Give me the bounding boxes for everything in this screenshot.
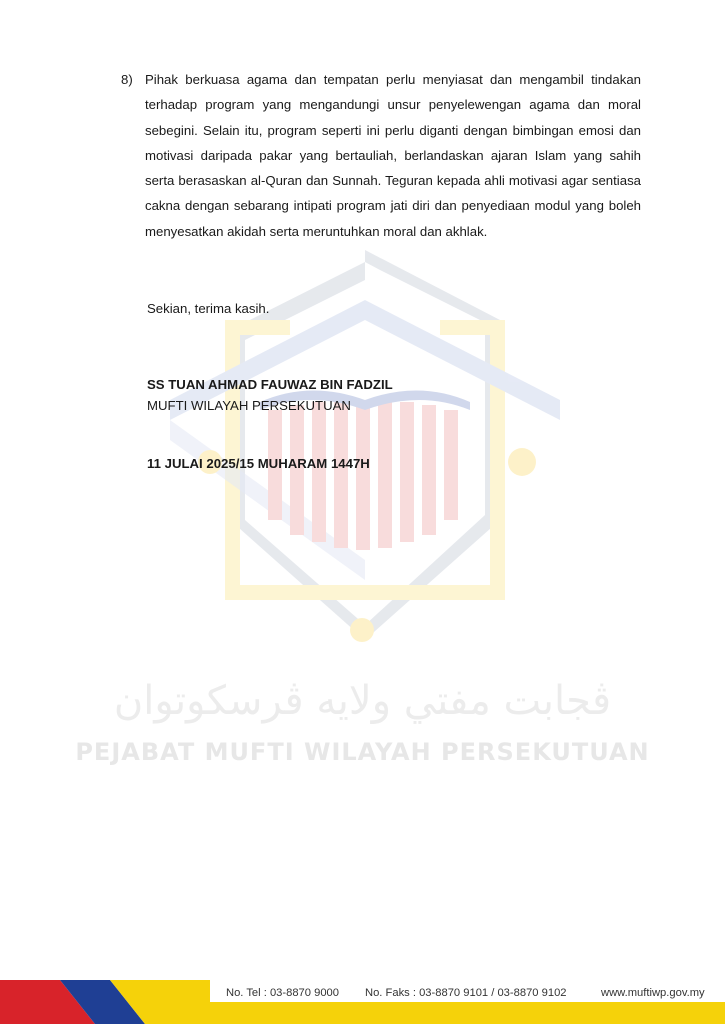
list-item (121, 67, 641, 244)
watermark-arabic: ڤجابت مفتي ولايه ڤرسكوتوان (113, 678, 612, 724)
letter-date: 11 JULAI 2025/15 MUHARAM 1447H (147, 456, 370, 471)
item-number: 8) (121, 72, 133, 87)
signatory-title: MUFTI WILAYAH PERSEKUTUAN (147, 398, 351, 413)
watermark-stripes (268, 400, 458, 550)
footer-website[interactable]: www.muftiwp.gov.my (601, 987, 705, 999)
watermark-label: PEJABAT MUFTI WILAYAH PERSEKUTUAN (75, 738, 650, 766)
signatory-name: SS TUAN AHMAD FAUWAZ BIN FADZIL (147, 377, 393, 392)
footer-fax: No. Faks : 03-8870 9101 / 03-8870 9102 (365, 987, 567, 999)
closing-text: Sekian, terima kasih. (147, 301, 270, 316)
item-text: Pihak berkuasa agama dan tempatan perlu menyiasat dan mengambil tindakan terhadap program yang mengandungi unsur penyelewengan agama dan moral sebegini. Selain itu, program seperti ini perlu diganti dengan bimbingan emosi dan motivasi daripada pakar yang bertauliah, berlandaskan ajaran Islam yang sahih serta berasaskan al-Quran dan Sunnah. Teguran kepada ahli motivasi agar sentiasa cakna dengan sebarang intipati program jati diri dan penyediaan modul yang boleh menyesatkan akidah serta meruntuhkan moral dan akhlak. (145, 72, 641, 239)
footer-tel: No. Tel : 03-8870 9000 (226, 987, 339, 999)
